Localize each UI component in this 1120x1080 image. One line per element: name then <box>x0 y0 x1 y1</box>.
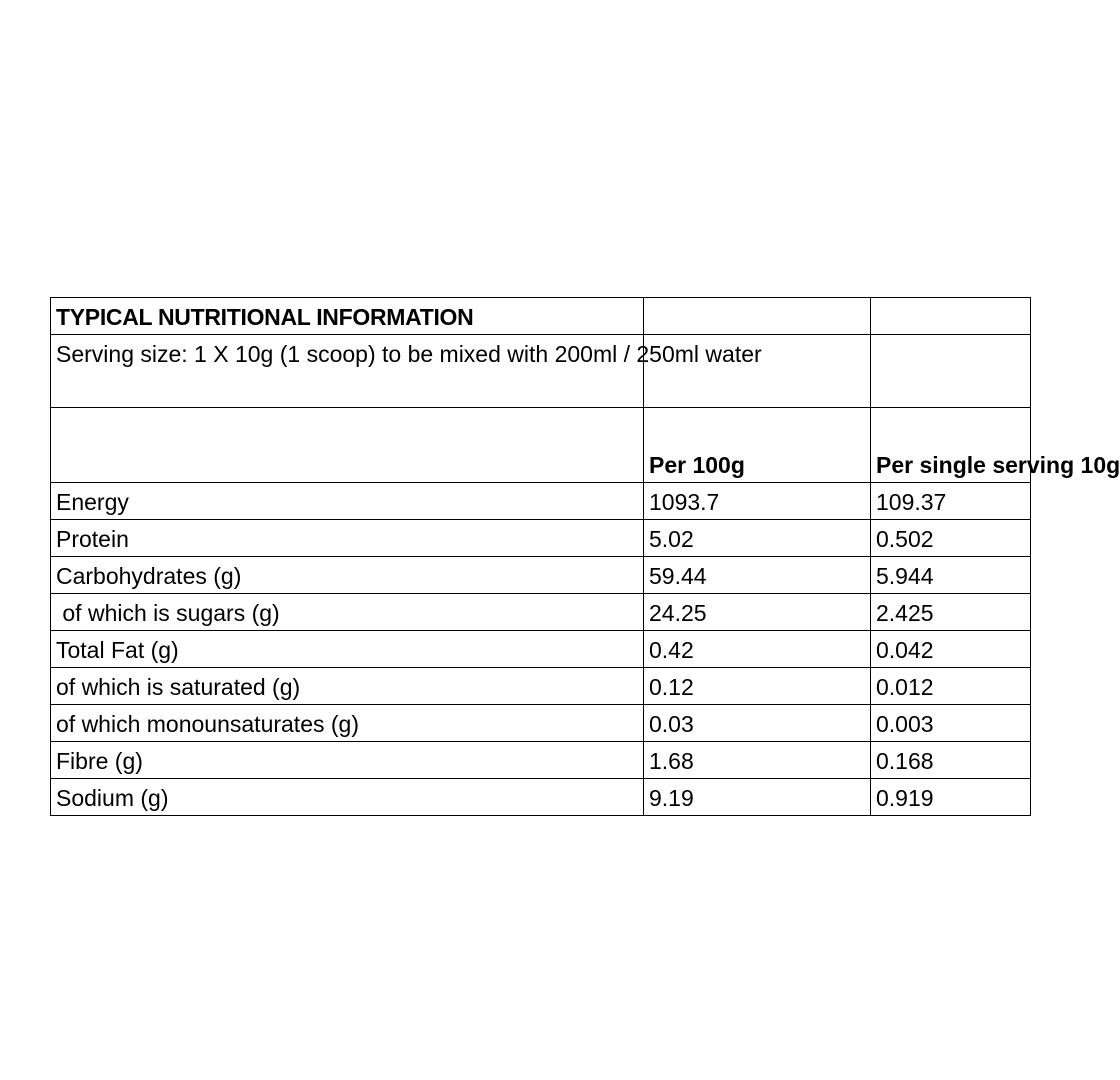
table-row <box>51 594 1031 631</box>
per-serving-value: 0.003 <box>871 705 1031 742</box>
table-row <box>51 483 1031 520</box>
table-title: TYPICAL NUTRITIONAL INFORMATION <box>51 298 644 335</box>
per-100g-value: 0.03 <box>644 705 871 742</box>
per-100g-value: 0.42 <box>644 631 871 668</box>
serving-size-text: Serving size: 1 X 10g (1 scoop) to be mixed with 200ml / 250ml water <box>51 335 644 408</box>
per-100g-value: 1.68 <box>644 742 871 779</box>
nutrient-label: of which is saturated (g) <box>51 668 644 705</box>
serving-row <box>51 335 1031 408</box>
per-serving-value: 2.425 <box>871 594 1031 631</box>
per-serving-value: 0.042 <box>871 631 1031 668</box>
column-header-per-serving: Per single serving 10g <box>871 408 1031 483</box>
per-serving-value: 0.919 <box>871 779 1031 816</box>
per-100g-value: 9.19 <box>644 779 871 816</box>
per-100g-value: 24.25 <box>644 594 871 631</box>
empty-cell <box>644 298 871 335</box>
table-row <box>51 742 1031 779</box>
empty-cell <box>51 408 644 483</box>
nutrient-label: Carbohydrates (g) <box>51 557 644 594</box>
table-row <box>51 668 1031 705</box>
nutrient-label: Sodium (g) <box>51 779 644 816</box>
header-row <box>51 408 1031 483</box>
empty-cell <box>871 298 1031 335</box>
title-row <box>51 298 1031 335</box>
per-serving-value: 5.944 <box>871 557 1031 594</box>
per-serving-value: 0.168 <box>871 742 1031 779</box>
per-serving-value: 0.012 <box>871 668 1031 705</box>
per-100g-value: 5.02 <box>644 520 871 557</box>
nutrient-label: Energy <box>51 483 644 520</box>
table-row <box>51 779 1031 816</box>
nutrient-label: Protein <box>51 520 644 557</box>
empty-cell <box>871 335 1031 408</box>
column-header-per-100g: Per 100g <box>644 408 871 483</box>
table-row <box>51 705 1031 742</box>
table-row <box>51 520 1031 557</box>
nutrient-label: Fibre (g) <box>51 742 644 779</box>
nutrient-label: Total Fat (g) <box>51 631 644 668</box>
per-100g-value: 1093.7 <box>644 483 871 520</box>
nutrient-label: of which monounsaturates (g) <box>51 705 644 742</box>
table-row <box>51 557 1031 594</box>
nutrition-table <box>50 297 1120 816</box>
per-serving-value: 109.37 <box>871 483 1031 520</box>
table-row <box>51 631 1031 668</box>
per-100g-value: 0.12 <box>644 668 871 705</box>
nutrient-label: of which is sugars (g) <box>51 594 644 631</box>
per-100g-value: 59.44 <box>644 557 871 594</box>
per-serving-value: 0.502 <box>871 520 1031 557</box>
